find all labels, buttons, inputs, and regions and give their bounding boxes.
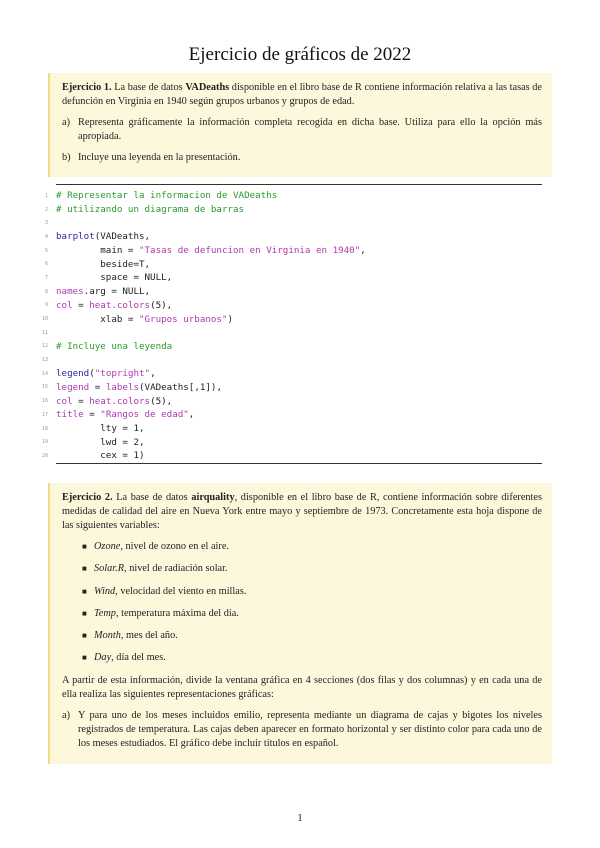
code-line: 8 names .arg = NULL,: [56, 285, 542, 299]
page-number: 1: [297, 812, 303, 824]
list-item: [82, 562, 542, 576]
item-marker: a): [62, 709, 70, 721]
code-line: 5 main = "Tasas de defuncion en Virginia en 1940" ,: [56, 244, 542, 258]
bullet-icon: ■: [82, 564, 87, 574]
page-title: Ejercicio de gráficos de 2022: [188, 44, 412, 65]
item-marker: a): [62, 117, 70, 128]
bullet-icon: ■: [82, 608, 87, 618]
exercise-1-label: Ejercicio 1.: [62, 82, 112, 93]
line-number: 12: [41, 343, 48, 350]
item-marker: b): [62, 152, 71, 163]
line-number: 9: [44, 302, 48, 309]
code-line: [41, 353, 542, 367]
line-number: 14: [41, 370, 48, 377]
code-listing: [41, 184, 542, 464]
exercise-1-statement: [62, 81, 542, 109]
item-text: Incluye una leyenda en la presentación.: [78, 152, 241, 163]
code-line: 2 # utilizando un diagrama de barras: [56, 203, 542, 217]
line-number: 18: [41, 425, 48, 432]
code-line: 9 col = heat.colors (5),: [56, 299, 542, 313]
line-number: 3: [44, 220, 48, 227]
line-number: 7: [44, 274, 48, 281]
code-line: 15 legend = labels (VADeaths[,1]),: [56, 381, 542, 395]
line-number: 1: [44, 192, 48, 199]
bullet-icon: ■: [82, 653, 87, 663]
variable-desc: , velocidad del viento en millas.: [115, 585, 247, 597]
code-line: 16 col = heat.colors (5),: [56, 394, 542, 408]
list-item: [82, 585, 542, 599]
line-number: 8: [44, 288, 48, 295]
code-line: 18 lty = 1,: [56, 422, 542, 436]
exercise-1-text-a: La base de datos: [114, 82, 186, 93]
item-text: Y para uno de los meses incluidos emilio, representa mediante un diagrama de cajas y bigotes los niveles registrados de temperatura. Las cajas deben aparecer en formato horizontal y ser distinto color para cada uno de los meses estudiados. El gráfico debe incluir títulos en español.: [78, 709, 542, 749]
code-line: 12 # Incluye una leyenda: [56, 340, 542, 354]
list-item: [82, 629, 542, 643]
code-line: 7 space = NULL,: [56, 271, 542, 285]
code-line: 10 xlab = "Grupos urbanos" ): [56, 312, 542, 326]
line-number: 2: [44, 206, 48, 213]
item-text: Representa gráficamente la información completa recogida en dicha base. Utiliza para ello la opción más apropiada.: [78, 117, 542, 142]
variable-name: Solar.R: [94, 563, 125, 575]
bullet-icon: ■: [82, 542, 87, 551]
exercise-1-dataset-name: VADeaths: [185, 82, 230, 93]
exercise-2-statement: [62, 491, 542, 533]
variable-name: Temp: [94, 607, 116, 619]
code-line: 17 title = "Rangos de edad" ,: [56, 408, 542, 422]
line-number: 19: [41, 439, 48, 446]
code-line: 6 beside=T,: [56, 257, 542, 271]
variable-name: Day: [94, 652, 112, 664]
exercise-2-text-b: , disponible en el libro base de R, contiene información sobre diferentes medidas de calidad del aire en Nueva York entre mayo y septiembre de 1973. Concretamente esta hoja dispone de las siguientes variables:: [62, 492, 542, 531]
exercise-2-text-a: La base de datos: [116, 492, 192, 503]
exercise-2-dataset-name: airquality: [191, 492, 235, 503]
line-number: 11: [41, 329, 48, 336]
code-line: 14 legend ( "topright" ,: [56, 367, 542, 381]
line-number: 6: [44, 261, 48, 268]
line-number: 17: [41, 411, 48, 418]
code-line: [41, 326, 542, 340]
bullet-icon: ■: [82, 631, 87, 641]
code-line: 20 cex = 1): [56, 449, 542, 463]
list-item: [82, 607, 542, 621]
exercise-2-label: Ejercicio 2.: [62, 492, 113, 503]
variable-desc: , nivel de radiación solar.: [124, 563, 228, 575]
line-number: 13: [41, 357, 48, 364]
code-line: [44, 216, 542, 230]
code-line: 19 lwd = 2,: [56, 435, 542, 449]
line-number: 16: [41, 398, 48, 405]
variable-desc: , día del mes.: [111, 652, 166, 664]
exercise-1-item-b: [62, 151, 542, 165]
bullet-icon: ■: [82, 586, 87, 596]
variable-list: [82, 540, 542, 665]
list-item: [82, 540, 542, 554]
variable-desc: , nivel de ozono en el aire.: [120, 541, 229, 552]
exercise-2-paragraph: A partir de esta información, divide la ventana gráfica en 4 secciones (dos filas y dos columnas) y en cada una de ella realiza las siguientes representaciones gráficas:: [62, 674, 542, 700]
line-number: 20: [41, 452, 48, 459]
list-item: [82, 651, 542, 665]
exercise-1-item-a: [62, 116, 542, 144]
variable-name: Month: [94, 630, 121, 642]
code-line: 1 # Representar la informacion de VADeaths: [56, 189, 542, 203]
exercise-1-box: [48, 73, 552, 177]
exercise-2-box: [48, 483, 552, 764]
exercise-2-item-a: [62, 709, 542, 751]
variable-desc: , temperatura máxima del día.: [115, 607, 239, 619]
line-number: 5: [44, 247, 48, 254]
exercise-1-text-b: disponible en el libro base de R contiene información relativa a las tasas de defunción en Virginia en 1940 según grupos urbanos y grupos de edad.: [62, 82, 542, 107]
line-number: 15: [41, 384, 48, 391]
variable-desc: , mes del año.: [120, 630, 178, 642]
variable-name: Ozone: [94, 541, 121, 552]
line-number: 10: [41, 316, 48, 323]
code-line: 4 barplot (VADeaths,: [56, 230, 542, 244]
variable-name: Wind: [94, 585, 116, 597]
line-number: 4: [44, 233, 48, 240]
